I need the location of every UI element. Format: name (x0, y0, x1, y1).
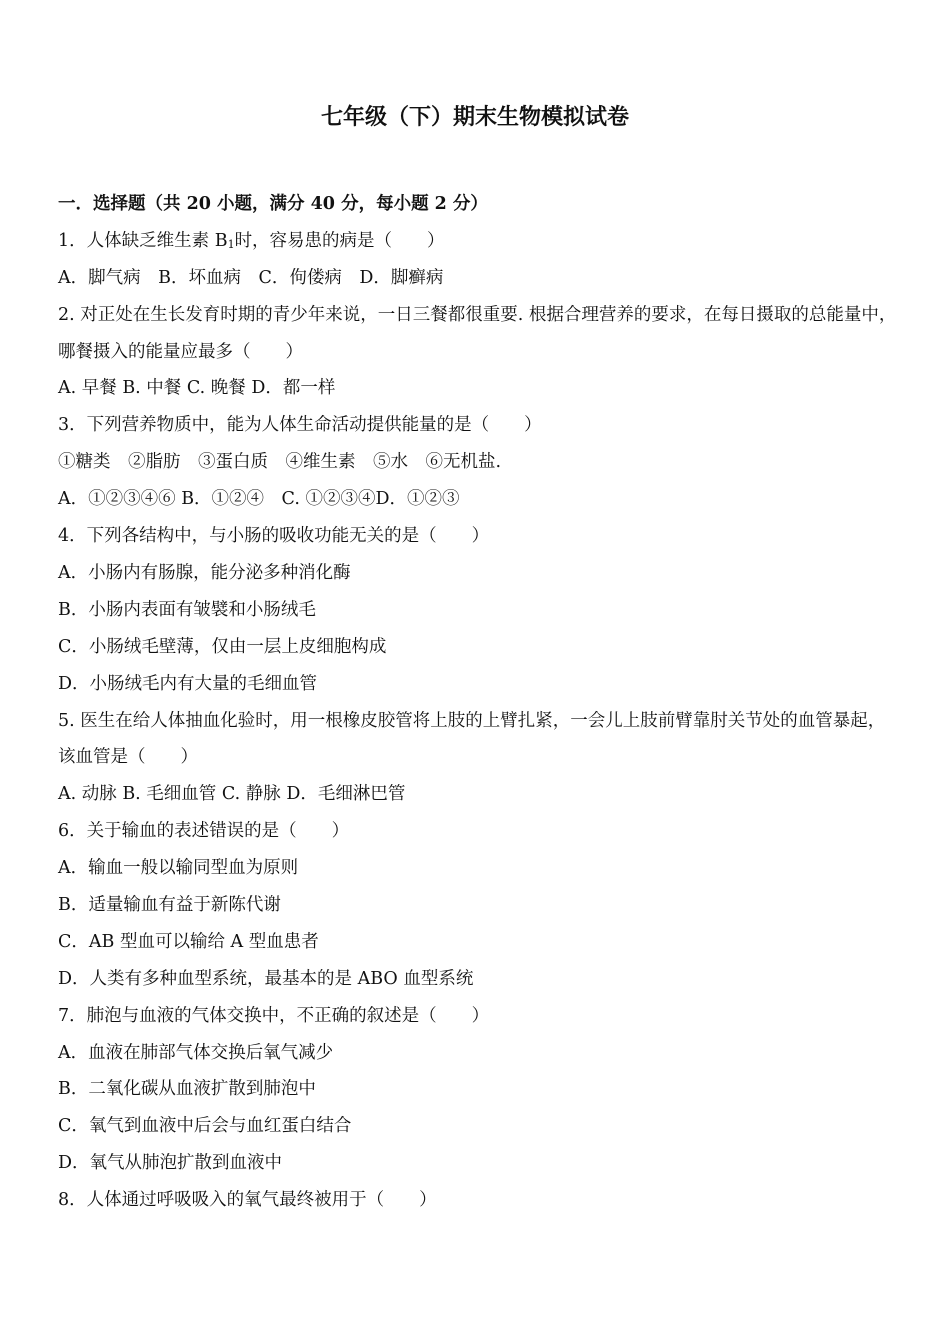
question-2-stem: 2. 对正处在生长发育时期的青少年来说，一日三餐都很重要. 根据合理营养的要求，在每日摄取的总能量中，哪餐摄入的能量应最多（ ） (58, 304, 897, 362)
question-6-option-a: A．输血一般以输同型血为原则 (58, 858, 299, 879)
question-3-stem: 3．下列营养物质中，能为人体生命活动提供能量的是（ ） (58, 415, 542, 436)
question-7-stem: 7．肺泡与血液的气体交换中，不正确的叙述是（ ） (58, 1005, 490, 1026)
question-6-option-b: B．适量输血有益于新陈代谢 (58, 894, 281, 915)
question-8-stem: 8．人体通过呼吸吸入的氧气最终被用于（ ） (58, 1190, 437, 1211)
question-7-option-a: A．血液在肺部气体交换后氧气减少 (58, 1042, 334, 1063)
question-4-option-b: B．小肠内表面有皱襞和小肠绒毛 (58, 599, 316, 620)
exam-content (58, 186, 898, 1219)
question-5-stem: 5. 医生在给人体抽血化验时，用一根橡皮胶管将上肢的上臂扎紧，一会儿上肢前臂靠肘关节处的血管暴起，该血管是（ ） (58, 710, 886, 768)
question-3-options: A．①②③④⑥ B．①②④ C. ①②③④D．①②③ (58, 489, 460, 510)
question-1-options: A．脚气病 B．坏血病 C．佝偻病 D．脚癣病 (58, 267, 444, 288)
question-4-option-c: C．小肠绒毛壁薄，仅由一层上皮细胞构成 (58, 636, 387, 657)
question-4-stem: 4．下列各结构中，与小肠的吸收功能无关的是（ ） (58, 526, 490, 547)
question-4-option-a: A．小肠内有肠腺，能分泌多种消化酶 (58, 562, 351, 583)
question-6-option-c: C．AB 型血可以输给 A 型血患者 (58, 931, 319, 952)
section-heading: 一．选择题（共 20 小题，满分 40 分，每小题 2 分） (58, 194, 488, 214)
question-3-items: ①糖类 ②脂肪 ③蛋白质 ④维生素 ⑤水 ⑥无机盐. (58, 452, 502, 473)
page-title: 七年级（下）期末生物模拟试卷 (320, 104, 629, 130)
question-1-stem (58, 223, 898, 260)
question-4-option-d: D．小肠绒毛内有大量的毛细血管 (58, 673, 318, 694)
question-7-option-b: B．二氧化碳从血液扩散到肺泡中 (58, 1079, 316, 1100)
question-7-option-c: C．氧气到血液中后会与血红蛋白结合 (58, 1116, 352, 1137)
question-6-stem: 6．关于输血的表述错误的是（ ） (58, 821, 350, 842)
question-2-options: A. 早餐 B. 中餐 C. 晚餐 D．都一样 (58, 378, 336, 399)
question-1-stem-subscript: 1 (227, 237, 235, 251)
question-7-option-d: D．氧气从肺泡扩散到血液中 (58, 1153, 283, 1174)
question-1-stem-post: 时，容易患的病是（ ） (234, 230, 445, 251)
question-1-stem-pre: 1．人体缺乏维生素 B (58, 230, 228, 251)
question-5-options: A. 动脉 B. 毛细血管 C. 静脉 D．毛细淋巴管 (58, 784, 406, 805)
question-6-option-d: D．人类有多种血型系统，最基本的是 ABO 血型系统 (58, 968, 474, 989)
